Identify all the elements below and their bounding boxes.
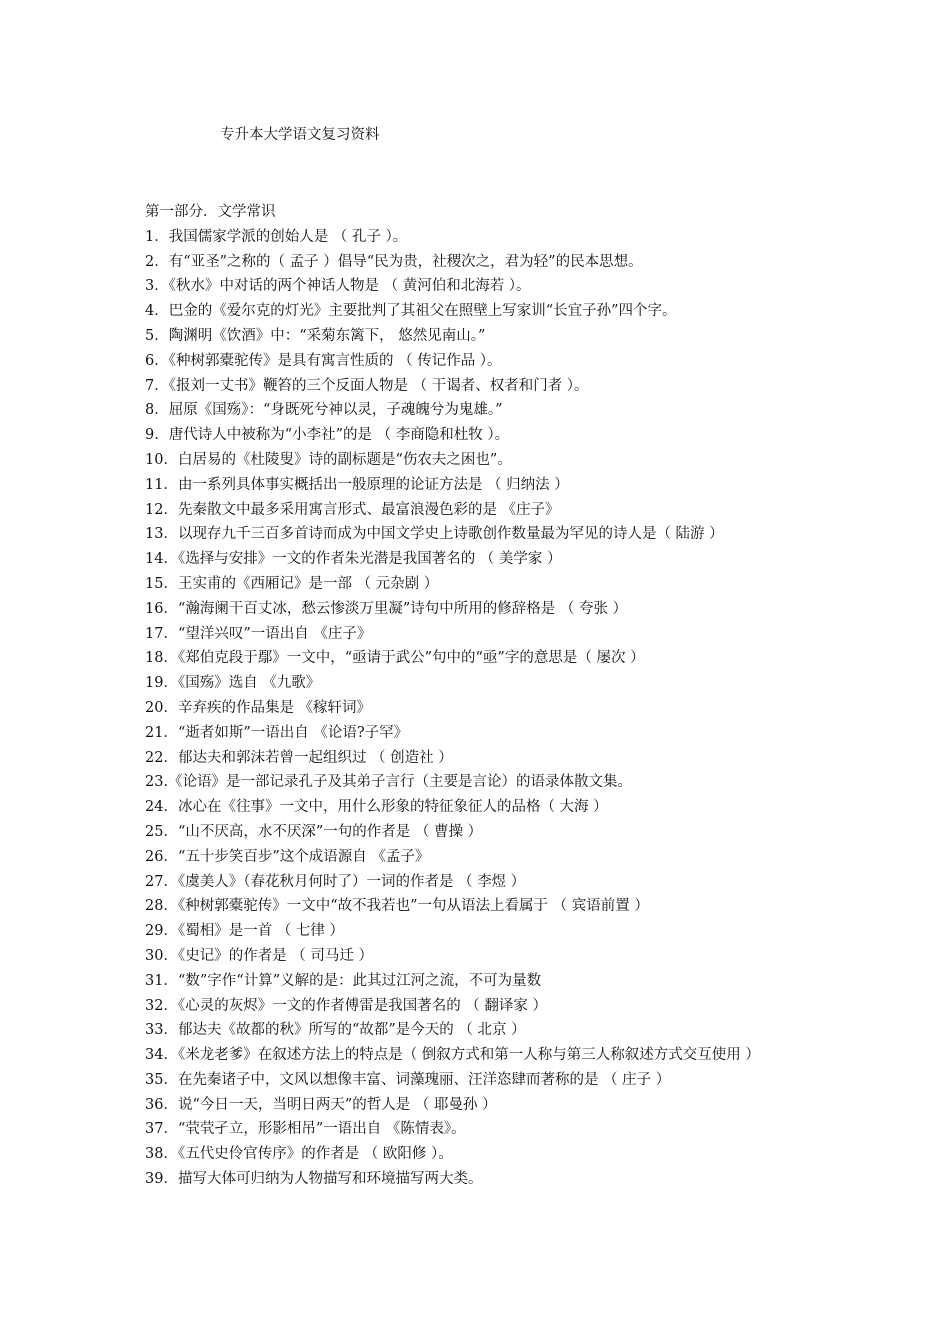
list-item: 9．唐代诗人中被称为“小李社”的是 （ 李商隐和杜牧 ）。 [145, 427, 510, 444]
list-item: 3．《秋水》中对话的两个神话人物是 （ 黄河伯和北海若 ）。 [145, 278, 531, 295]
list-item: 32．《心灵的灰烬》一文的作者傅雷是我国著名的 （ 翻译家 ） [145, 997, 548, 1014]
list-item: 24．冰心在《往事》一文中，用什么形象的特征象征人的品格（ 大海 ） [145, 799, 608, 816]
list-item: 25．“山不厌高，水不厌深”一句的作者是 （ 曹操 ） [145, 823, 483, 840]
list-item: 6．《种树郭橐驼传》是具有寓言性质的 （ 传记作品 ）。 [145, 352, 502, 369]
list-item: 28．《种树郭橐驼传》一文中“故不我若也”一句从语法上看属于 （ 宾语前置 ） [145, 898, 649, 915]
list-item: 30．《史记》的作者是 （ 司马迁 ） [145, 947, 374, 964]
list-item: 1．我国儒家学派的创始人是 （ 孔子 ）。 [145, 228, 408, 245]
list-item: 13．以现存九千三百多首诗而成为中国文学史上诗歌创作数量最为罕见的诗人是（ 陆游 ） [145, 526, 724, 543]
list-item: 34．《米龙老爹》在叙述方法上的特点是（ 倒叙方式和第一人称与第三人称叙述方式交互使用 ） [145, 1047, 760, 1064]
list-item: 8．屈原《国殇》：“身既死兮神以灵，子魂魄兮为鬼雄。” [145, 402, 503, 419]
list-item: 11．由一系列具体事实概括出一般原理的论证方法是 （ 归纳法 ） [145, 476, 569, 493]
list-item: 29．《蜀相》是一首 （ 七律 ） [145, 923, 345, 940]
list-item: 31．“数”字作“计算”义解的是：此其过江河之流，不可为量数 [145, 972, 542, 989]
list-item: 17．“望洋兴叹”一语出自 《庄子》 [145, 625, 372, 642]
list-item: 15．王实甫的《西厢记》是一部 （ 元杂剧 ） [145, 575, 439, 592]
list-item: 21．“逝者如斯”一语出自 《论语?子罕》 [145, 724, 409, 741]
list-item: 20．辛弃疾的作品集是 《稼轩词》 [145, 699, 372, 716]
list-item: 26．“五十步笑百步”这个成语源自 《孟子》 [145, 848, 430, 865]
list-item: 12．先秦散文中最多采用寓言形式、最富浪漫色彩的是 《庄子》 [145, 501, 560, 518]
list-item: 36．说“今日一天，当明日两天”的哲人是 （ 耶曼孙 ） [145, 1096, 497, 1113]
question-list [145, 225, 815, 1192]
list-item: 22．郁达夫和郭沫若曾一起组织过 （ 创造社 ） [145, 749, 453, 766]
list-item: 33．郁达夫《故都的秋》所写的“故都”是今天的 （ 北京 ） [145, 1022, 526, 1039]
list-item: 27．《虞美人》（春花秋月何时了）一词的作者是 （ 李煜 ） [145, 873, 526, 890]
list-item: 2．有“亚圣”之称的（ 孟子 ）倡导“民为贵，社稷次之，君为轻”的民本思想。 [145, 253, 643, 270]
list-item: 5．陶渊明《饮酒》中：“采菊东篱下， 悠然见南山。” [145, 327, 486, 344]
list-item: 23.《论语》是一部记录孔子及其弟子言行（主要是言论）的语录体散文集。 [145, 774, 633, 791]
list-item: 38．《五代史伶官传序》的作者是 （ 欧阳修 ）。 [145, 1146, 453, 1163]
list-item: 7．《报刘一丈书》鞭笞的三个反面人物是 （ 干谒者、权者和门者 ）。 [145, 377, 589, 394]
list-item: 16．“瀚海阑干百丈冰，愁云惨淡万里凝”诗句中所用的修辞格是 （ 夸张 ） [145, 600, 628, 617]
list-item: 39．描写大体可归纳为人物描写和环境描写两大类。 [145, 1171, 483, 1188]
list-item: 14．《选择与安排》一文的作者朱光潜是我国著名的 （ 美学家 ） [145, 551, 562, 568]
list-item: 10．白居易的《杜陵叟》诗的副标题是“伤农夫之困也”。 [145, 451, 512, 468]
list-item: 18．《郑伯克段于鄢》一文中，“亟请于武公”句中的“亟”字的意思是（ 屡次 ） [145, 650, 645, 667]
list-item: 4．巴金的《爱尔克的灯光》主要批判了其祖父在照壁上写家训“长宜子孙”四个字。 [145, 303, 677, 320]
list-item: 37．“茕茕孑立，形影相吊”一语出自 《陈情表》。 [145, 1121, 466, 1138]
list-item: 19．《国殇》选自 《九歌》 [145, 675, 321, 692]
list-item: 35．在先秦诸子中，文风以想像丰富、词藻瑰丽、汪洋恣肆而著称的是 （ 庄子 ） [145, 1071, 671, 1088]
document-title: 专升本大学语文复习资料 [220, 127, 380, 143]
section-title: 第一部分．文学常识 [145, 204, 276, 220]
document-body [145, 200, 815, 1192]
